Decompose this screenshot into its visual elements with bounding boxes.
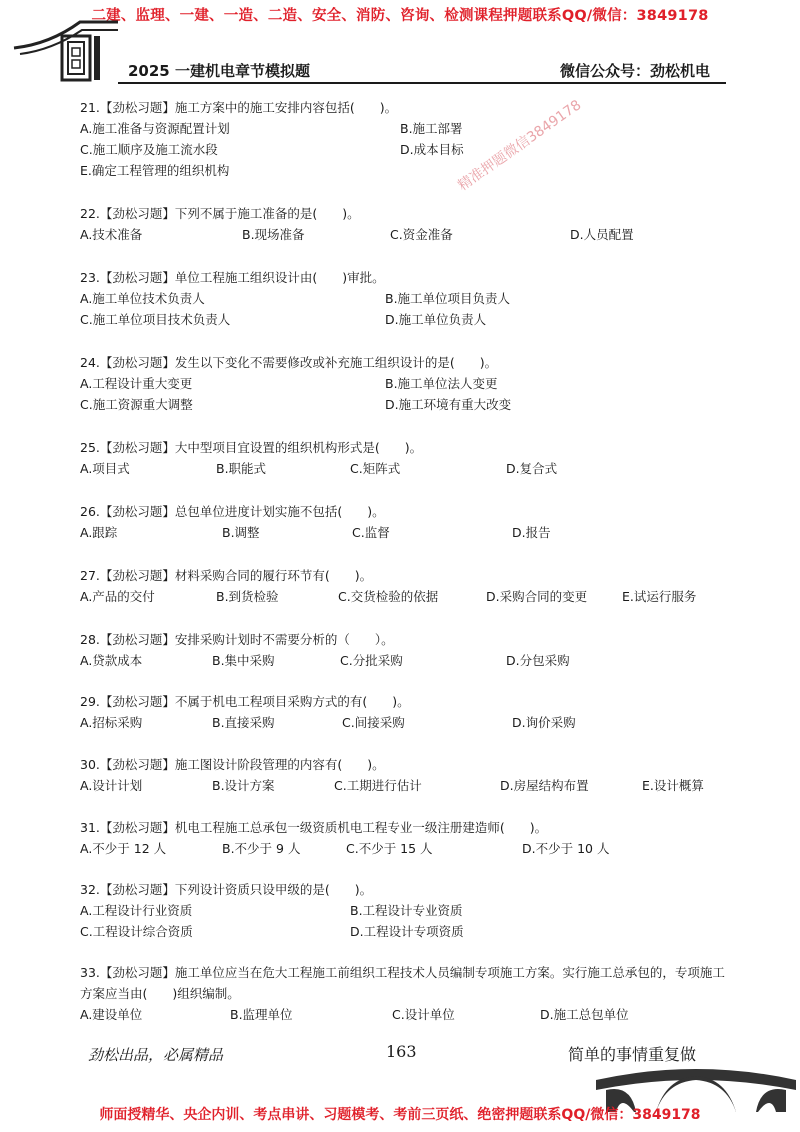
answer-option: A.建设单位 [80,1007,143,1022]
question-stem: 33.【劲松习题】施工单位应当在危大工程施工前组织工程技术人员编制专项施工方案。实行施工总承包的，专项施工方案应当由( )组织编制。 [80,965,725,1001]
answer-option: B.调整 [222,525,260,540]
option-row [80,650,740,671]
question-item [80,630,740,671]
footer-slogan-right: 简单的事情重复做 [568,1045,697,1064]
answer-option: A.跟踪 [80,525,118,540]
option-row [80,900,740,921]
option-row [80,160,740,181]
question-stem: 21.【劲松习题】施工方案中的施工安排内容包括( )。 [80,100,398,115]
answer-option: B.集中采购 [212,653,275,668]
answer-option: D.人员配置 [570,227,634,242]
answer-option: A.招标采购 [80,715,143,730]
question-stem: 22.【劲松习题】下列不属于施工准备的是( )。 [80,206,360,221]
answer-option: D.施工总包单位 [540,1007,629,1022]
wechat-account-label: 微信公众号：劲松机电 [560,62,711,80]
answer-option: A.设计计划 [80,778,143,793]
answer-option: B.监理单位 [230,1007,293,1022]
question-item [80,818,740,859]
question-stem: 29.【劲松习题】不属于机电工程项目采购方式的有( )。 [80,694,410,709]
option-row [80,139,740,160]
footer-slogan-left: 劲松出品，必属精品 [88,1046,224,1064]
answer-option: B.不少于 9 人 [222,841,301,856]
answer-option: D.工程设计专项资质 [350,924,464,939]
answer-option: C.工程设计综合资质 [80,924,193,939]
option-row [80,586,740,607]
question-stem: 31.【劲松习题】机电工程施工总承包一级资质机电工程专业一级注册建造师( )。 [80,820,548,835]
answer-option: A.工程设计行业资质 [80,903,193,918]
option-row [80,288,740,309]
page-number: 163 [386,1042,417,1061]
answer-option: D.施工单位负责人 [385,312,487,327]
option-row [80,394,740,415]
answer-option: A.技术准备 [80,227,143,242]
question-item [80,880,740,942]
answer-option: A.贷款成本 [80,653,143,668]
answer-option: D.询价采购 [512,715,576,730]
option-row [80,224,740,245]
answer-option: B.现场准备 [242,227,305,242]
answer-option: A.施工单位技术负责人 [80,291,205,306]
option-row [80,373,740,394]
answer-option: B.工程设计专业资质 [350,903,463,918]
answer-option: B.施工单位项目负责人 [385,291,511,306]
answer-option: B.到货检验 [216,589,279,604]
answer-option: D.成本目标 [400,142,464,157]
question-item [80,353,740,415]
answer-option: D.不少于 10 人 [522,841,610,856]
answer-option: C.不少于 15 人 [346,841,433,856]
answer-option: C.资金准备 [390,227,453,242]
answer-option: A.工程设计重大变更 [80,376,193,391]
answer-option: C.监督 [352,525,390,540]
option-row [80,838,740,859]
answer-option: A.产品的交付 [80,589,155,604]
question-stem: 24.【劲松习题】发生以下变化不需要修改或补充施工组织设计的是( )。 [80,355,498,370]
answer-option: A.项目式 [80,461,130,476]
answer-option: B.直接采购 [212,715,275,730]
answer-option: C.交货检验的依据 [338,589,439,604]
question-item [80,98,740,181]
question-stem: 28.【劲松习题】安排采购计划时不需要分析的（ ）。 [80,632,394,647]
question-item [80,268,740,330]
question-item [80,692,740,733]
header-divider [118,82,726,84]
document-title: 2025 一建机电章节模拟题 [128,62,310,80]
answer-option: D.报告 [512,525,551,540]
answer-option: C.矩阵式 [350,461,401,476]
question-stem: 25.【劲松习题】大中型项目宜设置的组织机构形式是( )。 [80,440,423,455]
answer-option: A.不少于 12 人 [80,841,167,856]
answer-option: D.房屋结构布置 [500,778,589,793]
question-item [80,755,740,796]
option-row [80,118,740,139]
option-row [80,458,740,479]
question-item [80,204,740,245]
answer-option: A.施工准备与资源配置计划 [80,121,230,136]
answer-option: E.试运行服务 [622,589,697,604]
question-stem: 26.【劲松习题】总包单位进度计划实施不包括( )。 [80,504,385,519]
answer-option: D.采购合同的变更 [486,589,588,604]
question-item [80,502,740,543]
answer-option: C.设计单位 [392,1007,455,1022]
question-stem: 23.【劲松习题】单位工程施工组织设计由( )审批。 [80,270,385,285]
answer-option: C.施工资源重大调整 [80,397,193,412]
bottom-contact-banner: 师面授精华、央企内训、考点串讲、习题模考、考前三页纸、绝密押题联系QQ/微信：3849178 [99,1107,701,1123]
question-stem: 30.【劲松习题】施工图设计阶段管理的内容有( )。 [80,757,385,772]
top-contact-banner: 二建、监理、一建、一造、二造、安全、消防、咨询、检测课程押题联系QQ/微信：3849178 [91,8,709,24]
answer-option: C.分批采购 [340,653,403,668]
answer-option: B.职能式 [216,461,267,476]
question-stem: 32.【劲松习题】下列设计资质只设甲级的是( )。 [80,882,373,897]
answer-option: E.确定工程管理的组织机构 [80,163,230,178]
question-stem: 27.【劲松习题】材料采购合同的履行环节有( )。 [80,568,373,583]
answer-option: E.设计概算 [642,778,704,793]
answer-option: D.复合式 [506,461,558,476]
answer-option: B.施工部署 [400,121,463,136]
question-item [80,566,740,607]
answer-option: C.工期进行估计 [334,778,422,793]
answer-option: B.设计方案 [212,778,275,793]
option-row [80,921,740,942]
option-row [80,309,740,330]
chinese-eave-decoration [10,14,120,84]
answer-option: C.施工顺序及施工流水段 [80,142,218,157]
diagonal-watermark: 精准押题微信3849178 [455,97,585,195]
option-row [80,522,740,543]
answer-option: C.间接采购 [342,715,405,730]
option-row [80,712,740,733]
answer-option: B.施工单位法人变更 [385,376,498,391]
question-item [80,962,740,1025]
option-row [80,1004,740,1025]
answer-option: C.施工单位项目技术负责人 [80,312,231,327]
answer-option: D.施工环境有重大改变 [385,397,512,412]
option-row [80,775,740,796]
question-item [80,438,740,479]
answer-option: D.分包采购 [506,653,570,668]
